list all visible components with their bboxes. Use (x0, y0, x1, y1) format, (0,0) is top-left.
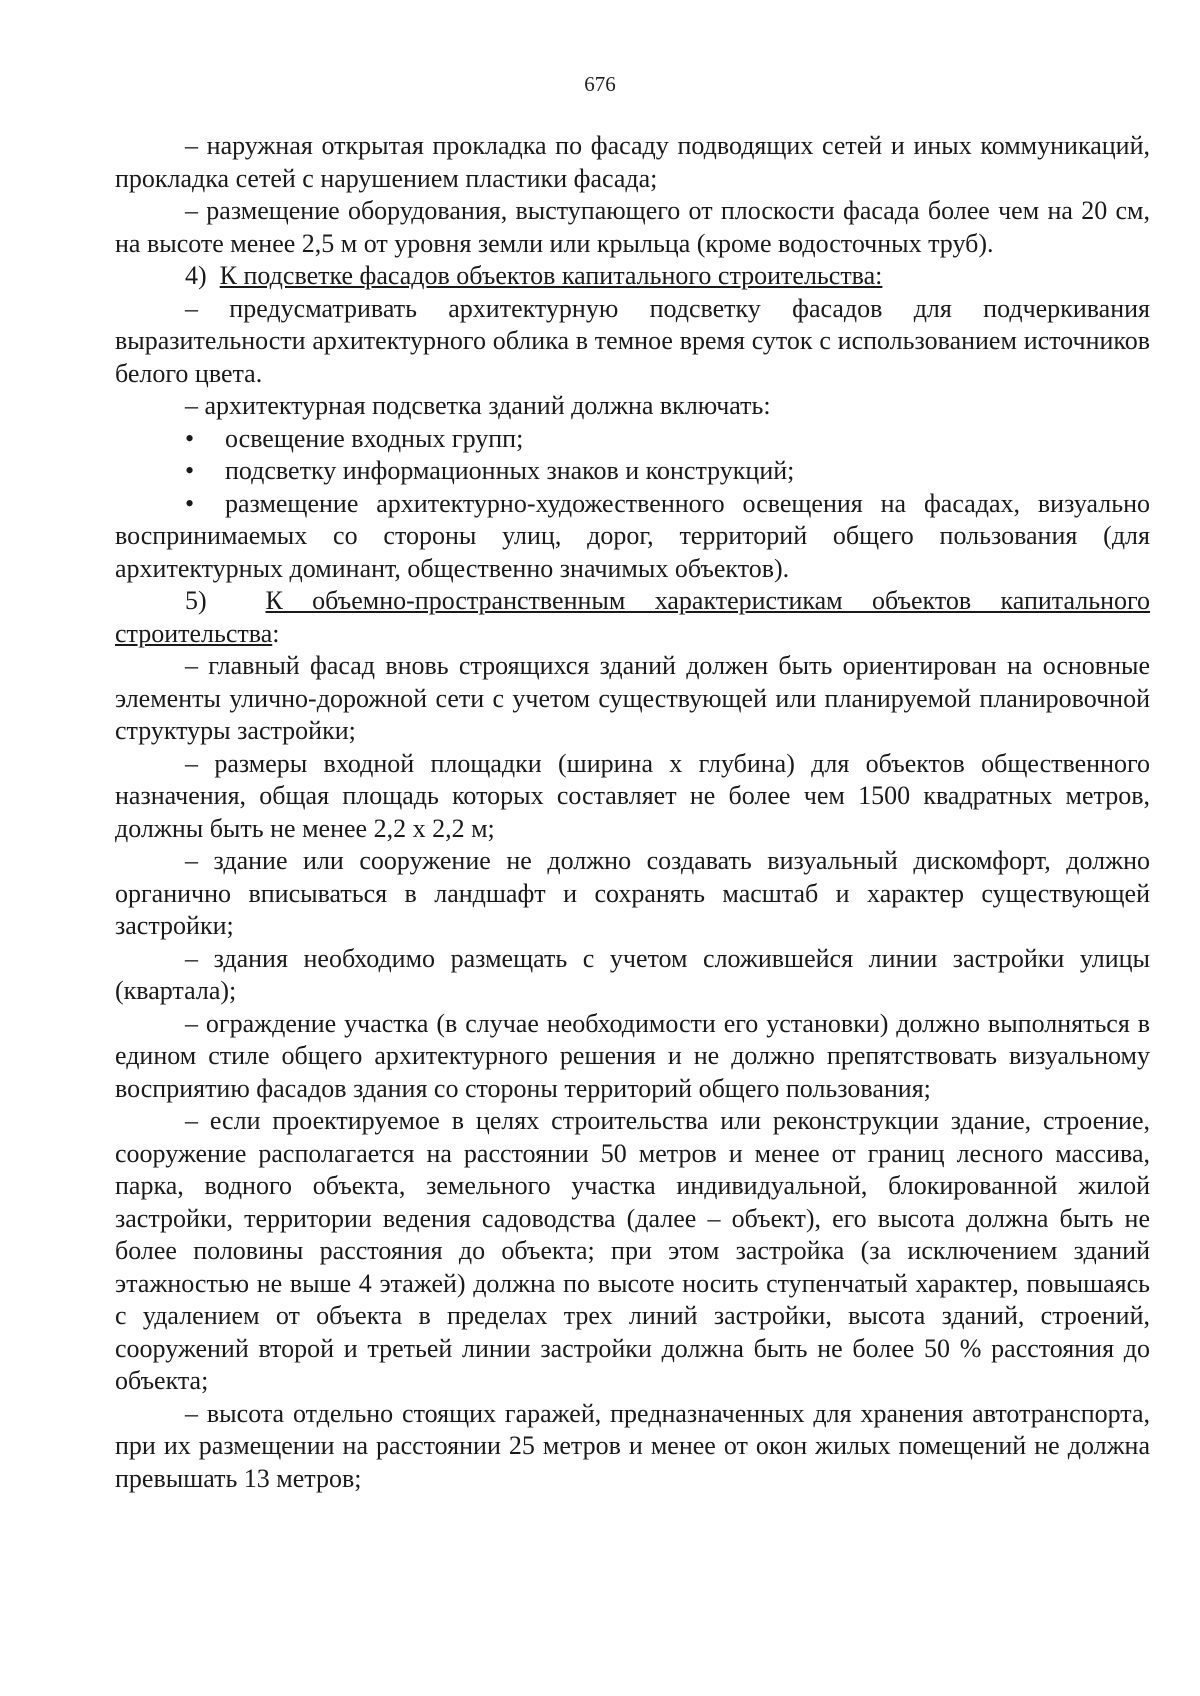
document-body (115, 130, 1150, 1495)
section-5-number: 5) (185, 586, 207, 615)
paragraph-lighting-provision: – предусматривать архитектурную подсветку фасадов для подчеркивания выразительности архитектурного облика в темное время суток с использованием источников белого цвета. (115, 293, 1150, 388)
paragraph-visual-comfort: – здание или сооружение не должно создавать визуальный дискомфорт, должно органично вписываться в ландшафт и сохранять масштаб и характер существующей застройки; (115, 846, 1150, 940)
bullet-icon: • (185, 423, 195, 453)
list-item-text: подсветку информационных знаков и конструкций; (225, 456, 795, 485)
page-number: 676 (584, 72, 616, 96)
section-5-title: К объемно-пространственным характеристикам объектов капитального строительства (115, 586, 1151, 648)
paragraph-equipment-placement: – размещение оборудования, выступающего от плоскости фасада более чем на 20 см, на высоте менее 2,5 м от уровня земли или крыльца (кроме водосточных труб). (115, 196, 1150, 258)
list-item (115, 423, 1150, 456)
paragraph-garage-height: – высота отдельно стоящих гаражей, предназначенных для хранения автотранспорта, при их размещении на расстоянии 25 метров и менее от окон жилых помещений не должна превышать 13 метров; (115, 1398, 1150, 1493)
list-item (115, 488, 1150, 586)
paragraph-main-facade: – главный фасад вновь строящихся зданий должен быть ориентирован на основные элементы улично-дорожной сети с учетом существующей или планируемой планировочной структуры застройки; (115, 651, 1150, 745)
section-5-heading (115, 585, 1150, 650)
list-item-text: освещение входных групп; (225, 423, 524, 453)
section-4-number: 4) (185, 261, 207, 290)
list-item (115, 455, 1150, 488)
paragraph-height-limits: – если проектируемое в целях строительства или реконструкции здание, строение, сооружение располагается на расстоянии 50 метров и менее от границ лесного массива, парка, водного объекта, земельного участка индивидуальной, блокированной жилой застройки, территории ведения садоводства (далее – объект), его высота должна быть не более половины расстояния до объекта; при этом застройка (за исключением зданий этажностью не выше 4 этажей) должна по высоте носить ступенчатый характер, повышаясь с удалением от объекта в пределах трех линий застройки, высота зданий, строений, сооружений второй и третьей линии застройки должна быть не более 50 % расстояния до объекта; (115, 1106, 1150, 1395)
bullet-icon: • (185, 456, 195, 485)
bullet-icon: • (185, 488, 195, 518)
section-4-heading (115, 260, 1150, 293)
section-5-colon: : (272, 618, 280, 648)
paragraph-lighting-includes: – архитектурная подсветка зданий должна включать: (185, 391, 771, 420)
paragraph-fencing: – ограждение участка (в случае необходимости его установки) должно выполняться в едином стиле общего архитектурного решения и не должно препятствовать визуальному восприятию фасадов здания со стороны территорий общего пользования; (115, 1008, 1150, 1103)
section-4-title: К подсветке фасадов объектов капитального строительства: (219, 261, 883, 290)
paragraph-building-line: – здания необходимо размещать с учетом сложившейся линии застройки улицы (квартала); (115, 943, 1150, 1005)
paragraph-entrance-size: – размеры входной площадки (ширина х глубина) для объектов общественного назначения, общая площадь которых составляет не более чем 1500 квадратных метров, должны быть не менее 2,2 х 2,2 м; (115, 748, 1150, 843)
paragraph-exterior-wiring: – наружная открытая прокладка по фасаду подводящих сетей и иных коммуникаций, прокладка сетей с нарушением пластики фасада; (115, 131, 1150, 193)
list-item-text: размещение архитектурно-художественного освещения на фасадах, визуально воспринимаемых со стороны улиц, дорог, территорий общего пользования (для архитектурных доминант, общественно значимых объектов). (115, 488, 1150, 583)
